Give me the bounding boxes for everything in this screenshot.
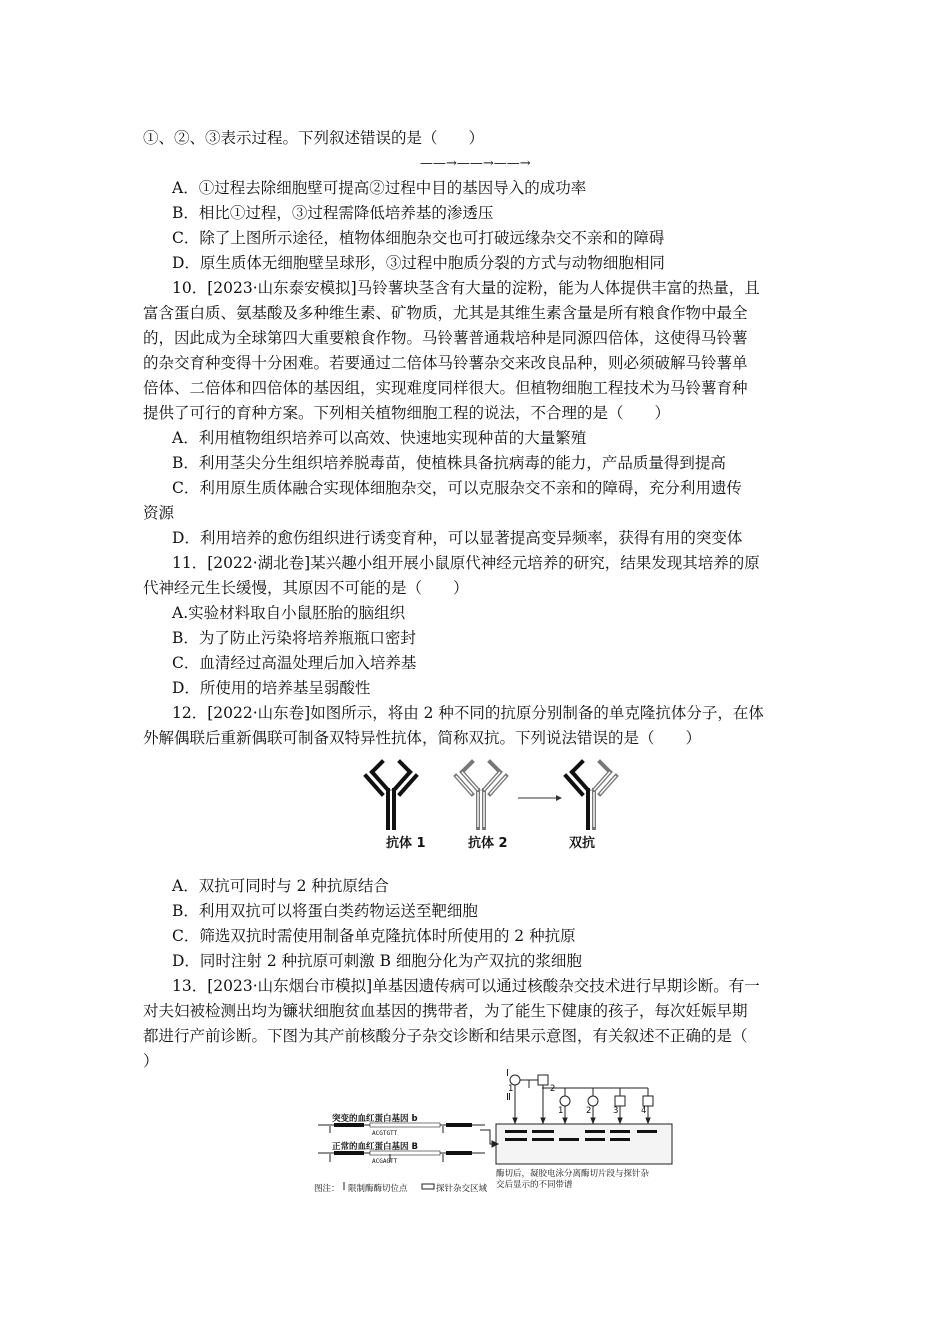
q11-option-d: D．所使用的培养基呈弱酸性 xyxy=(172,679,371,697)
mutant-sequence: ACGTGTT xyxy=(372,1130,398,1137)
q13-stem-line: ） xyxy=(143,1052,159,1070)
q9-stem-end: ①、②、③表示过程。下列叙述错误的是（ ） xyxy=(143,129,485,147)
q12-stem-line: 外解偶联后重新偶联可制备双特异性抗体，简称双抗。下列说法错误的是（ ） xyxy=(143,729,702,747)
gel-caption-2: 交后显示的不同带谱 xyxy=(496,1180,573,1190)
q10-option-a: A．利用植物组织培养可以高效、快速地实现种苗的大量繁殖 xyxy=(172,429,587,447)
normal-sequence: ACGAGTT xyxy=(372,1158,398,1165)
q11-option-b: B．为了防止污染将培养瓶瓶口密封 xyxy=(172,629,416,647)
pedigree-gen-2: Ⅱ xyxy=(506,1092,511,1103)
gel-caption-1: 酶切后，凝胶电泳分离酶切片段与探针杂 xyxy=(496,1169,650,1179)
arrow-icon xyxy=(518,795,562,801)
q10-option-c: C．利用原生质体融合实现体细胞杂交，可以克服杂交不亲和的障碍，充分利用遗传 xyxy=(172,479,742,497)
q12-option-c: C．筛选双抗时需使用制备单克隆抗体时所使用的 2 种抗原 xyxy=(172,927,576,945)
q10-stem-line: 的，因此成为全球第四大重要粮食作物。马铃薯普通栽培种是同源四倍体，这使得马铃薯 xyxy=(143,329,748,347)
q10-option-d: D．利用培养的愈伤组织进行诱变育种，可以显著提高变异频率，获得有用的突变体 xyxy=(172,529,743,547)
mutant-gene-label: 突变的血红蛋白基因 b xyxy=(332,1114,418,1124)
normal-gene-label: 正常的血红蛋白基因 B xyxy=(332,1142,418,1152)
bispecific-antibody-shape xyxy=(566,762,616,828)
legend-note: 图注： xyxy=(314,1184,340,1194)
q13-stem-line: 13．[2023·山东烟台市模拟]单基因遗传病可以通过核酸杂交技术进行早期诊断。有一 xyxy=(172,977,760,995)
parent-2-label: 2 xyxy=(550,1084,556,1094)
q9-option-d: D．原生质体无细胞壁呈球形，③过程中胞质分裂的方式与动物细胞相同 xyxy=(172,254,665,272)
q13-stem-line: 都进行产前诊断。下图为其产前核酸分子杂交诊断和结果示意图，有关叙述不正确的是（ xyxy=(143,1027,748,1045)
antibody-1-label: 抗体 1 xyxy=(386,836,426,851)
q11-option-c: C．血清经过高温处理后加入培养基 xyxy=(172,654,417,672)
parent-1-label: 1 xyxy=(508,1084,514,1094)
q12-stem-line: 12．[2022·山东卷]如图所示，将由 2 种不同的抗原分别制备的单克隆抗体分子，在体 xyxy=(172,704,764,722)
q11-stem-line: 代神经元生长缓慢，其原因不可能的是（ ） xyxy=(143,579,469,597)
q9-option-b: B．相比①过程，③过程需降低培养基的渗透压 xyxy=(172,204,494,222)
q10-stem-line: 10．[2023·山东泰安模拟]马铃薯块茎含有大量的淀粉，能为人体提供丰富的热量，且 xyxy=(172,279,760,297)
q10-option-b: B．利用茎尖分生组织培养脱毒苗，使植株具备抗病毒的能力，产品质量得到提高 xyxy=(172,454,726,472)
q9-option-c: C．除了上图所示途径，植物体细胞杂交也可打破远缘杂交不亲和的障碍 xyxy=(172,229,665,247)
q11-stem-line: 11．[2022·湖北卷]某兴趣小组开展小鼠原代神经元培养的研究，结果发现其培养的原 xyxy=(172,554,760,572)
q10-stem-line: 富含蛋白质、氨基酸及多种维生素、矿物质，尤其是其维生素含量是所有粮食作物中最全 xyxy=(143,304,748,322)
child-2-label: 2 xyxy=(586,1106,592,1116)
q12-option-d: D．同时注射 2 种抗原可刺激 B 细胞分化为产双抗的浆细胞 xyxy=(172,952,582,970)
q12-option-b: B．利用双抗可以将蛋白类药物运送至靶细胞 xyxy=(172,902,478,920)
q13-stem-line: 对夫妇被检测出均为镰状细胞贫血基因的携带者，为了能生下健康的孩子，每次妊娠早期 xyxy=(143,1002,748,1020)
q10-stem-line: 的杂交育种变得十分困难。若要通过二倍体马铃薯杂交来改良品种，则必须破解马铃薯单 xyxy=(143,354,748,372)
q9-flow-arrows: ——→——→——→ xyxy=(420,156,531,171)
q12-option-a: A．双抗可同时与 2 种抗原结合 xyxy=(172,877,389,895)
antibody-1-shape xyxy=(366,762,416,828)
q10-stem-line: 提供了可行的育种方案。下列相关植物细胞工程的说法，不合理的是（ ） xyxy=(143,404,671,422)
hybridization-figure xyxy=(310,1070,700,1200)
pedigree-gen-1: Ⅰ xyxy=(506,1068,509,1079)
q10-stem-line: 倍体、二倍体和四倍体的基因组，实现难度同样很大。但植物细胞工程技术为马铃薯育种 xyxy=(143,379,748,397)
q10-option-c-cont: 资源 xyxy=(143,504,175,522)
antibody-2-shape xyxy=(456,762,506,828)
child-4-label: 4 xyxy=(641,1106,647,1116)
child-3-label: 3 xyxy=(613,1106,619,1116)
bispecific-label: 双抗 xyxy=(569,836,596,851)
legend-site: 限制酶酶切位点 xyxy=(348,1184,408,1194)
q9-option-a: A．①过程去除细胞壁可提高②过程中目的基因导入的成功率 xyxy=(172,179,587,197)
antibody-2-label: 抗体 2 xyxy=(468,836,508,851)
child-1-label: 1 xyxy=(558,1106,564,1116)
legend-probe: 探针杂交区域 xyxy=(436,1184,488,1194)
q11-option-a: A.实验材料取自小鼠胚胎的脑组织 xyxy=(172,604,406,622)
